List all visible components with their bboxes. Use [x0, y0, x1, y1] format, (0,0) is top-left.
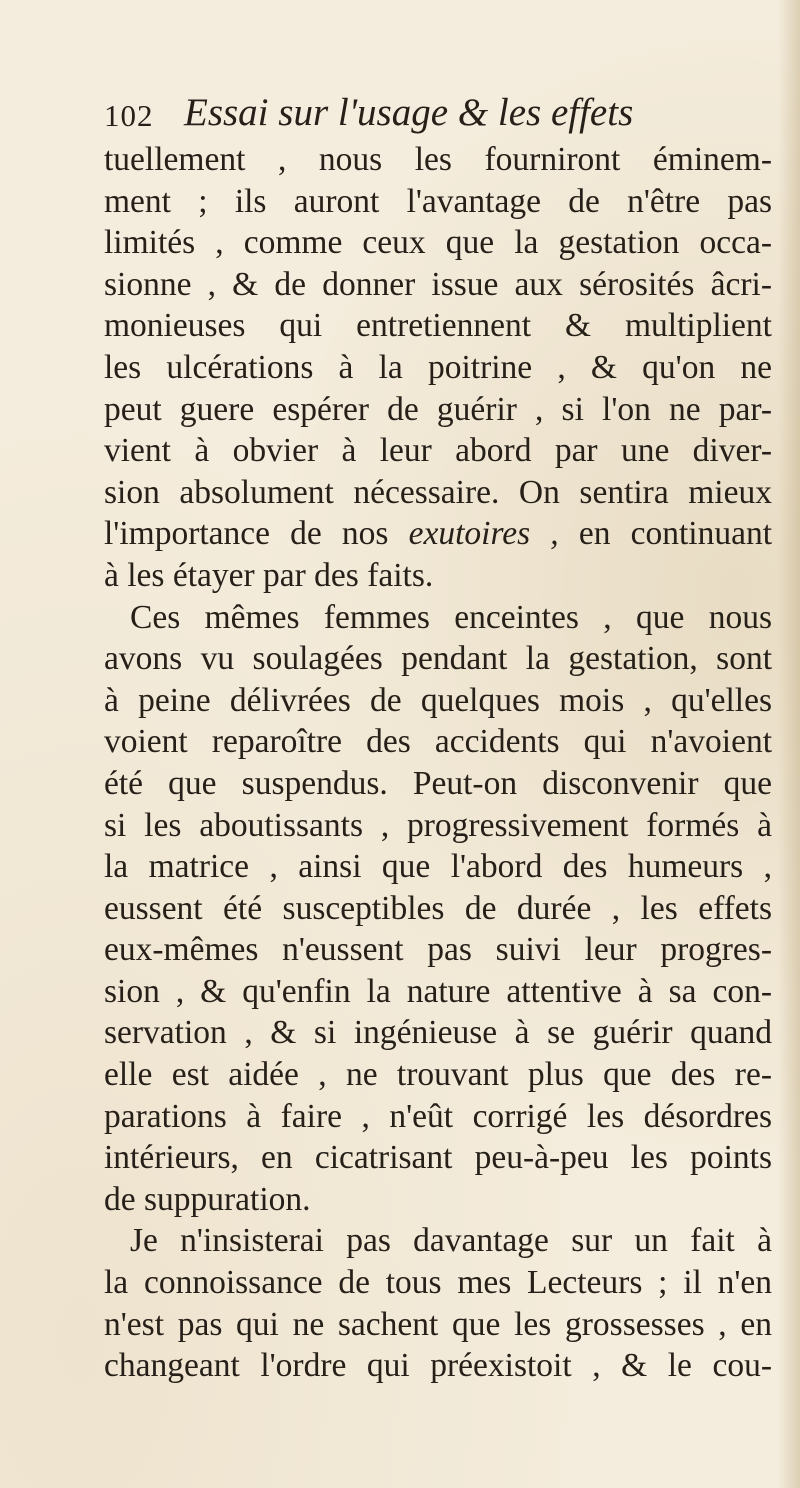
text-line: tuellement , nous les fourniront éminem-: [104, 141, 772, 178]
running-title: Essai sur l'usage & les effets: [184, 91, 634, 134]
text-line: monieuses qui entretiennent & multiplient: [104, 307, 772, 345]
paragraph-first-line: Ces mêmes femmes enceintes , que nous: [130, 598, 772, 636]
text-segment: en continuant: [558, 515, 772, 553]
text-line: vient à obvier à leur abord par une diver-: [104, 432, 772, 470]
text-line: elle est aidée , ne trouvant plus que des re-: [104, 1056, 772, 1094]
text-line: changeant l'ordre qui préexistoit , & le cou-: [104, 1347, 772, 1385]
text-line: la matrice , ainsi que l'abord des humeurs ,: [104, 848, 772, 886]
text-line: voient reparoître des accidents qui n'avoient: [104, 723, 772, 761]
paragraph-last-line: à les étayer par des faits.: [104, 556, 434, 594]
text-line: la connoissance de tous mes Lecteurs ; il n'en: [104, 1264, 772, 1302]
text-line: eux-mêmes n'eussent pas suivi leur progres-: [104, 931, 772, 969]
paragraph-first-line: Je n'insisterai pas davantage sur un fait à: [130, 1222, 772, 1260]
text-line: servation , & si ingénieuse à se guérir quand: [104, 1014, 772, 1052]
italic-term: exutoires ,: [408, 515, 559, 553]
text-segment: l'importance de nos: [104, 515, 409, 553]
page-number: 102: [104, 98, 154, 133]
text-line: n'est pas qui ne sachent que les grossesses , en: [104, 1305, 772, 1343]
text-body: [104, 139, 772, 1387]
text-line-with-italic: [104, 513, 772, 555]
text-line: sionne , & de donner issue aux sérosités âcri-: [104, 265, 772, 303]
text-line: les ulcérations à la poitrine , & qu'on ne: [104, 348, 772, 386]
text-line: eussent été susceptibles de durée , les effets: [104, 889, 772, 927]
text-line: peut guere espérer de guérir , si l'on ne par-: [104, 390, 772, 428]
text-line: avons vu soulagées pendant la gestation, sont: [104, 640, 772, 678]
text-line: limités , comme ceux que la gestation occa-: [104, 224, 772, 262]
page-header: [104, 90, 764, 144]
text-line: sion , & qu'enfin la nature attentive à sa con-: [104, 972, 772, 1010]
text-line: parations à faire , n'eût corrigé les désordres: [104, 1097, 772, 1135]
text-line: si les aboutissants , progressivement formés à: [104, 806, 772, 844]
text-line: été que suspendus. Peut-on disconvenir que: [104, 764, 772, 802]
page-edge-shadow: [778, 0, 800, 1488]
paragraph-last-line: de suppuration.: [104, 1180, 311, 1218]
text-line: intérieurs, en cicatrisant peu-à-peu les points: [104, 1139, 772, 1177]
text-line: à peine délivrées de quelques mois , qu'elles: [104, 681, 772, 719]
text-line: ment ; ils auront l'avantage de n'être pas: [104, 182, 772, 220]
text-line: sion absolument nécessaire. On sentira mieux: [104, 473, 772, 511]
